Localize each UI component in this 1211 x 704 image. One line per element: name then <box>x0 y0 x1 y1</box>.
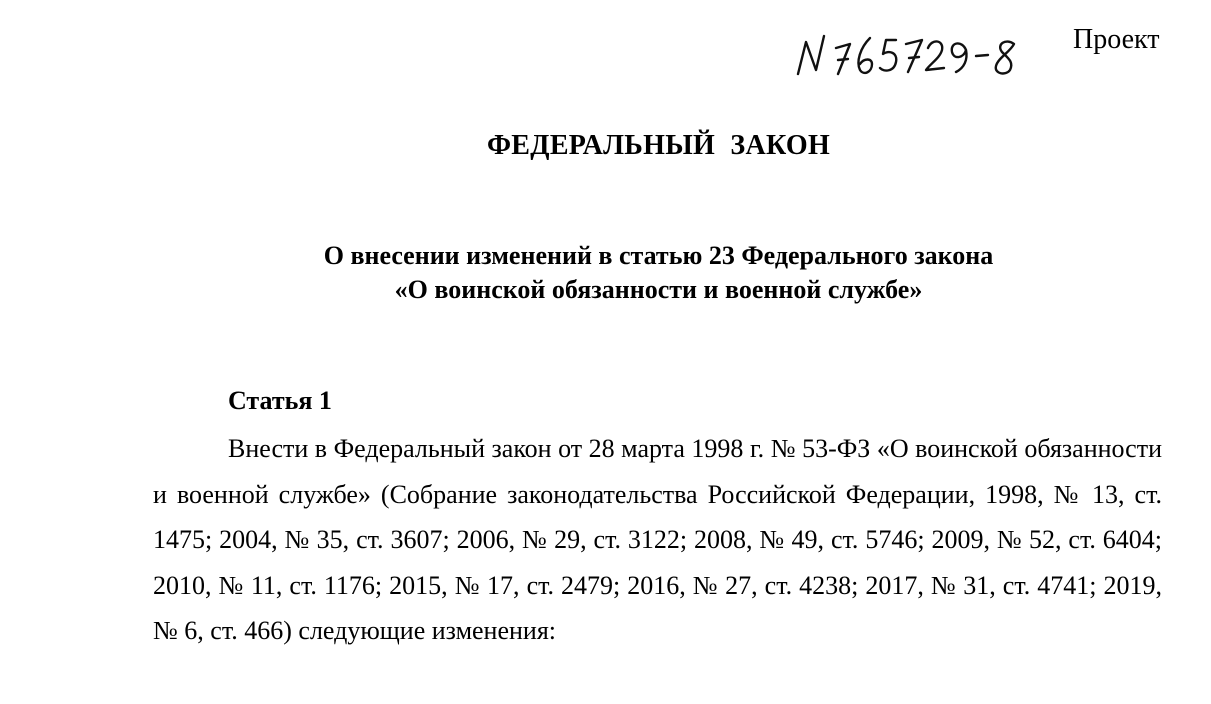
law-title-line-2: «О воинской обязанности и военной службе» <box>394 275 923 304</box>
handwritten-registration-number <box>792 14 1042 84</box>
law-title-line-1: О внесении изменений в статью 23 Федерального закона <box>323 241 994 270</box>
law-title <box>0 239 1211 307</box>
project-status-label: Проект <box>1073 24 1160 55</box>
article-heading: Статья 1 <box>228 386 332 415</box>
law-type-heading: ФЕДЕРАЛЬНЫЙ ЗАКОН <box>486 130 831 161</box>
article-body: Внести в Федеральный закон от 28 марта 1998 г. № 53-ФЗ «О воинской обязанности и военной службе» (Собрание законодательства Российской Федерации, 1998, № 13, ст. 1475; 2004, № 35, ст. 3607; 2006, № 29, ст. 3122; 2008, № 49, ст. 5746; 2009, № 52, ст. 6404; 2010, № 11, ст. 1176; 2015, № 17, ст. 2479; 2016, № 27, ст. 4238; 2017, № 31, ст. 4741; 2019, № 6, ст. 466) следующие изменения: <box>153 434 1162 646</box>
